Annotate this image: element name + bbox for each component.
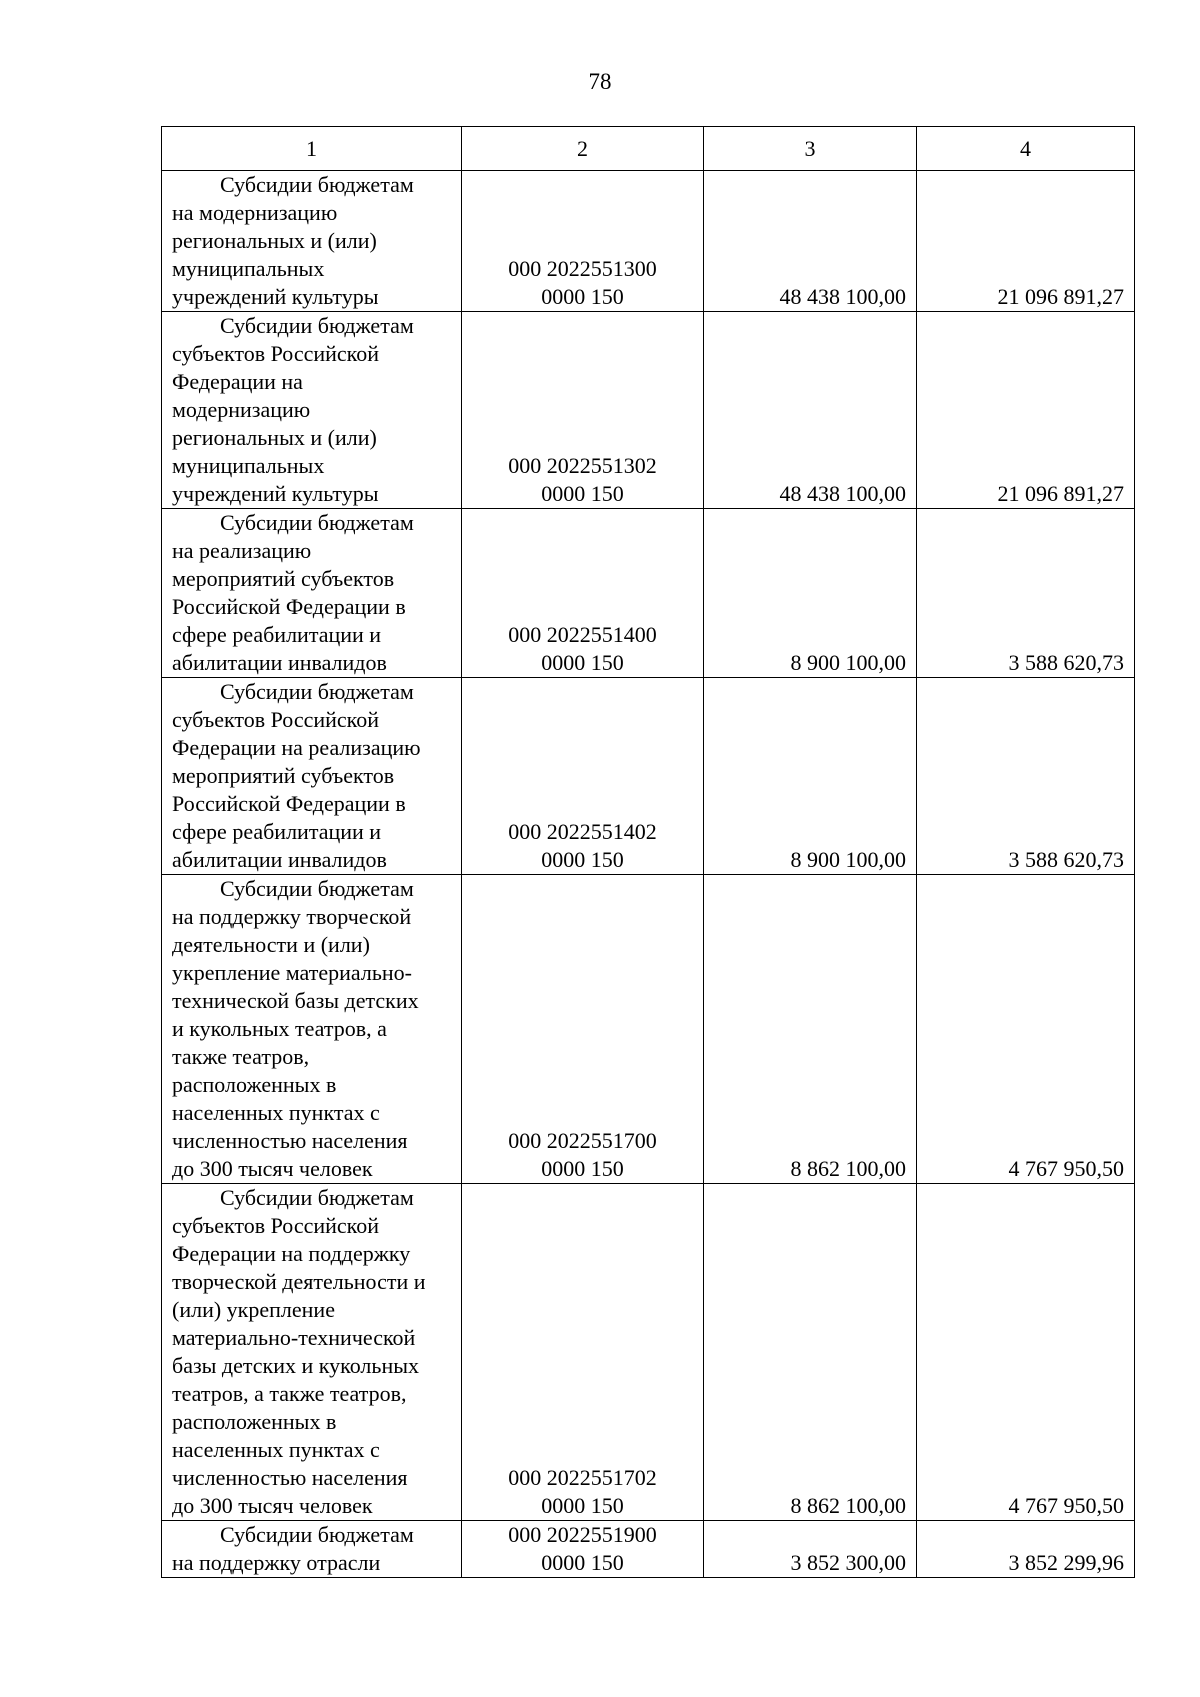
name-line: Субсидии бюджетам [220, 679, 414, 704]
code-line: 0000 150 [541, 1156, 624, 1181]
name-line: населенных пунктах с [172, 1100, 380, 1125]
code-line: 0000 150 [541, 650, 624, 675]
row-code-cell [462, 509, 704, 678]
table-row [162, 678, 1135, 875]
name-line: на реализацию [172, 538, 312, 563]
name-line: региональных и (или) [172, 425, 377, 450]
table-row [162, 312, 1135, 509]
name-line: численностью населения [172, 1128, 408, 1153]
name-line: сфере реабилитации и [172, 819, 382, 844]
row-name-cell [162, 678, 462, 875]
name-line: расположенных в [172, 1409, 337, 1434]
code-line: 000 2022551700 [508, 1128, 657, 1153]
name-line: до 300 тысяч человек [172, 1156, 373, 1181]
row-col3-value: 3 852 300,00 [704, 1521, 917, 1578]
row-name-cell [162, 1184, 462, 1521]
table-row [162, 875, 1135, 1184]
name-line: Субсидии бюджетам [220, 172, 414, 197]
name-line: региональных и (или) [172, 228, 377, 253]
name-line: субъектов Российской [172, 707, 380, 732]
header-col-2: 2 [462, 127, 704, 171]
row-col4-value: 3 588 620,73 [917, 678, 1135, 875]
row-name-cell [162, 171, 462, 312]
row-col4-value: 4 767 950,50 [917, 875, 1135, 1184]
code-line: 000 2022551402 [508, 819, 657, 844]
row-code-cell [462, 875, 704, 1184]
row-name-cell [162, 875, 462, 1184]
header-col-4: 4 [917, 127, 1135, 171]
name-line: расположенных в [172, 1072, 337, 1097]
code-line: 000 2022551400 [508, 622, 657, 647]
row-col3-value: 8 900 100,00 [704, 678, 917, 875]
table-header-row [162, 127, 1135, 171]
name-line: численностью населения [172, 1465, 408, 1490]
name-line: муниципальных [172, 453, 325, 478]
table-row [162, 509, 1135, 678]
header-col-3: 3 [704, 127, 917, 171]
code-line: 000 2022551302 [508, 453, 657, 478]
name-line: абилитации инвалидов [172, 650, 387, 675]
row-code-cell [462, 1184, 704, 1521]
name-line: Федерации на поддержку [172, 1241, 411, 1266]
name-line: базы детских и кукольных [172, 1353, 419, 1378]
name-line: учреждений культуры [172, 481, 379, 506]
row-col4-value: 21 096 891,27 [917, 171, 1135, 312]
code-line: 0000 150 [541, 847, 624, 872]
table-row [162, 1521, 1135, 1578]
row-code-cell [462, 678, 704, 875]
name-line: на поддержку творческой [172, 904, 412, 929]
name-line: и кукольных театров, а [172, 1016, 387, 1041]
row-col3-value: 8 862 100,00 [704, 1184, 917, 1521]
name-line: также театров, [172, 1044, 310, 1069]
name-line: субъектов Российской [172, 1213, 380, 1238]
code-line: 0000 150 [541, 1493, 624, 1518]
table-body [162, 127, 1135, 1578]
name-line: Субсидии бюджетам [220, 510, 414, 535]
row-code-cell [462, 312, 704, 509]
name-line: Субсидии бюджетам [220, 1185, 414, 1210]
header-col-1: 1 [162, 127, 462, 171]
row-col4-value: 3 588 620,73 [917, 509, 1135, 678]
name-line: Субсидии бюджетам [220, 313, 414, 338]
name-line: творческой деятельности и [172, 1269, 426, 1294]
budget-table [161, 126, 1135, 1578]
name-line: (или) укрепление [172, 1297, 335, 1322]
row-code-cell [462, 1521, 704, 1578]
name-line: деятельности и (или) [172, 932, 370, 957]
row-col4-value: 3 852 299,96 [917, 1521, 1135, 1578]
name-line: мероприятий субъектов [172, 566, 395, 591]
name-line: технической базы детских [172, 988, 419, 1013]
code-line: 000 2022551702 [508, 1465, 657, 1490]
row-col3-value: 48 438 100,00 [704, 312, 917, 509]
name-line: Субсидии бюджетам [220, 876, 414, 901]
name-line: на поддержку отрасли [172, 1550, 381, 1575]
row-col3-value: 8 900 100,00 [704, 509, 917, 678]
code-line: 000 2022551900 [508, 1522, 657, 1547]
name-line: материально-технической [172, 1325, 416, 1350]
row-col3-value: 48 438 100,00 [704, 171, 917, 312]
name-line: Субсидии бюджетам [220, 1522, 414, 1547]
name-line: муниципальных [172, 256, 325, 281]
name-line: Российской Федерации в [172, 594, 406, 619]
table-row [162, 171, 1135, 312]
name-line: субъектов Российской [172, 341, 380, 366]
code-line: 0000 150 [541, 1550, 624, 1575]
table-row [162, 1184, 1135, 1521]
name-line: мероприятий субъектов [172, 763, 395, 788]
name-line: Российской Федерации в [172, 791, 406, 816]
name-line: до 300 тысяч человек [172, 1493, 373, 1518]
row-name-cell [162, 509, 462, 678]
code-line: 000 2022551300 [508, 256, 657, 281]
code-line: 0000 150 [541, 481, 624, 506]
name-line: учреждений культуры [172, 284, 379, 309]
row-name-cell [162, 312, 462, 509]
name-line: населенных пунктах с [172, 1437, 380, 1462]
name-line: сфере реабилитации и [172, 622, 382, 647]
name-line: модернизацию [172, 397, 311, 422]
name-line: абилитации инвалидов [172, 847, 387, 872]
row-col4-value: 4 767 950,50 [917, 1184, 1135, 1521]
name-line: Федерации на реализацию [172, 735, 421, 760]
code-line: 0000 150 [541, 284, 624, 309]
row-name-cell [162, 1521, 462, 1578]
row-col3-value: 8 862 100,00 [704, 875, 917, 1184]
row-col4-value: 21 096 891,27 [917, 312, 1135, 509]
name-line: Федерации на [172, 369, 303, 394]
name-line: театров, а также театров, [172, 1381, 407, 1406]
row-code-cell [462, 171, 704, 312]
name-line: на модернизацию [172, 200, 338, 225]
page-number: 78 [588, 69, 612, 94]
name-line: укрепление материально- [172, 960, 412, 985]
